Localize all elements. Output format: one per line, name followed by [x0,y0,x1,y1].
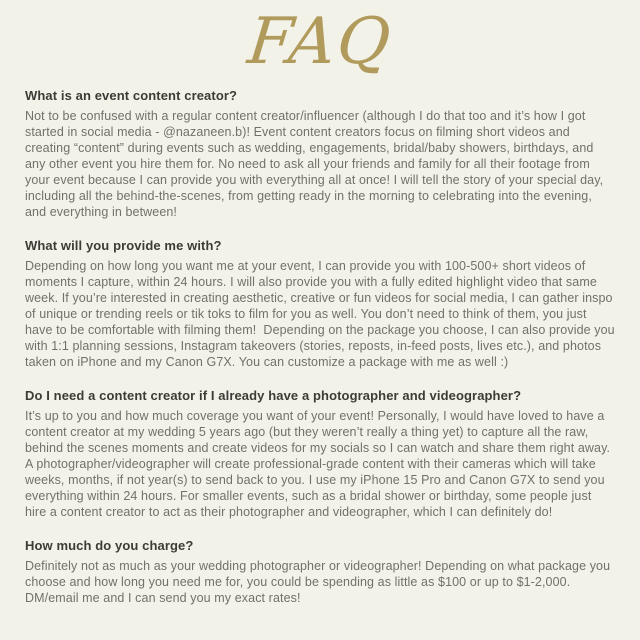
faq-section-4 [25,538,615,606]
faq-question: Do I need a content creator if I already have a photographer and videographer? [25,387,522,403]
faq-answer: It’s up to you and how much coverage you want of your event! Personally, I would have loved to have a content creator at my wedding 5 years ago (but they weren’t really a thing yet) to capture all the raw, behind the scenes moments and create videos for my socials so I can watch and share them right away. A photographer/videographer will create professional-grade content with their cameras which will take weeks, months, if not year(s) to send back to you. I use my iPhone 15 Pro and Canon G7X to send you everything within 24 hours. For smaller events, such as a bridal shower or birthday, some people just hire a content creator to act as their photographer and videographer, which I can definitely do! [25,408,613,519]
faq-section-1 [25,88,615,220]
faq-title: FAQ [244,5,396,79]
faq-answer: Not to be confused with a regular content creator/influencer (although I do that too and it’s how I got started in social media - @nazaneen.b)! Event content creators focus on filming short videos and creating “content” during events such as wedding, engagements, bridal/baby showers, birthdays, and any other event you hire them for. No need to ask all your friends and family for all their footage from your event because I can provide you with everything all at once! I will tell the story of your special day, including all the behind-the-scenes, from getting ready in the morning to celebrating into the evening, and everything in between! [25,108,607,219]
faq-section-3 [25,388,615,520]
faq-question: What will you provide me with? [25,237,222,253]
faq-answer: Depending on how long you want me at your event, I can provide you with 100-500+ short videos of moments I capture, within 24 hours. I will also provide you with a fully edited highlight video that same week. If you’re interested in creating aesthetic, creative or fun videos for social media, I can gather inspo of unique or trending reels or tik toks to film for you as well. You don’t need to think of them, you just have to be comfortable with filming them! Depending on the package you choose, I can also provide you with 1:1 planning sessions, Instagram takeovers (stories, reposts, in-feed posts, lives etc.), and photos taken on iPhone and my Canon G7X. You can customize a package with me as well :) [25,258,619,369]
faq-section-2 [25,237,619,370]
faq-question: How much do you charge? [25,537,194,553]
faq-question: What is an event content creator? [25,87,238,103]
faq-answer: Definitely not as much as your wedding photographer or videographer! Depending on what package you choose and how long you need me for, you could be spending as little as $100 or up to $1-2,000. DM/email me and I can send you my exact rates! [25,558,614,605]
